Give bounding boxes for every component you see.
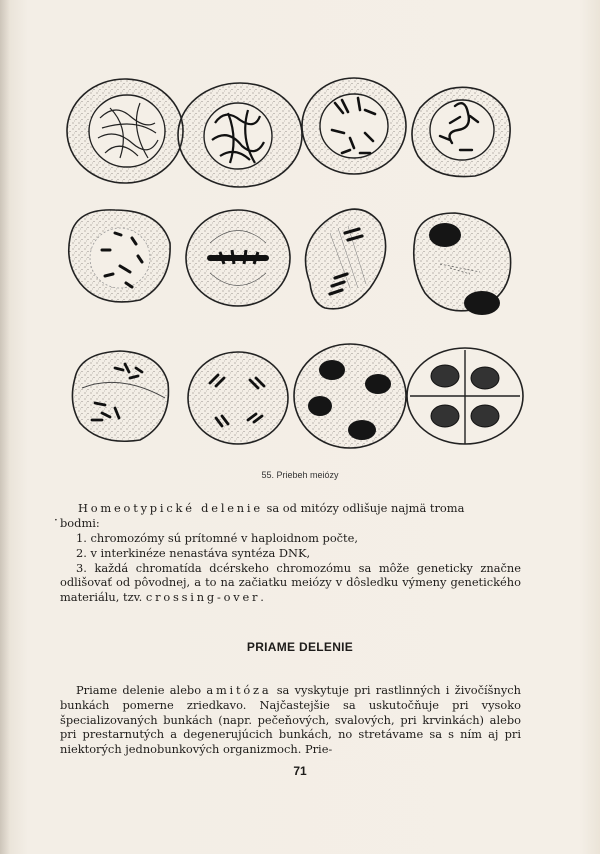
list-item: 3. každá chromatída dcérskeho chromozómu sa môže geneticky značne odlišovať od pôvodnej, a to na začiatku meiózy v dôsledku výmeny genetického materiálu, tzv. crossing-over.	[60, 560, 521, 605]
cell-diakinesis	[69, 210, 170, 302]
cell-zygotene	[178, 83, 302, 187]
cell-anaphase-1	[306, 209, 386, 309]
cell-metaphase-2	[188, 352, 288, 444]
intro-rest: sa od mitózy odlišuje najmä troma	[262, 501, 465, 515]
section-heading: PRIAME DELENIE	[246, 640, 354, 654]
paragraph-amitosis: Priame delenie alebo amitóza sa vyskytuje pri rastlinných i živočíšnych bunkách pomerne zriedkavo. Najčastejšie sa uskutočňuje pri vysoko špecializovaných bunkách (napr. pečeňových, svalových, pri krvinkách) alebo pri prestarnutých a degenerujúcich bunkách, no stretávame sa s ním aj pri niektorých jednobunkových organizmoch. Prie-	[60, 683, 521, 757]
cell-telophase-1	[414, 213, 511, 315]
margin-dot: ·	[54, 513, 58, 527]
list-item: 2. v interkinéze nenastáva syntéza DNK,	[76, 545, 311, 560]
paragraph-homeotypic-intro	[78, 501, 521, 516]
term-crossing-over: crossing-over	[145, 590, 261, 605]
intro-continuation: bodmi:	[60, 516, 100, 530]
meiosis-illustration	[60, 68, 530, 460]
term-homeotypic-division: Homeotypické delenie	[78, 501, 263, 515]
term-amitosis: amitóza	[206, 683, 272, 697]
page-number: 71	[293, 764, 307, 778]
figure-caption: 55. Priebeh meiózy	[261, 470, 339, 480]
differences-list	[60, 531, 521, 605]
cell-anaphase-2	[294, 344, 406, 448]
cell-tetrad	[407, 348, 523, 444]
list-item: 1. chromozómy sú prítomné v haploidnom počte,	[76, 531, 358, 545]
cell-metaphase-1	[186, 210, 290, 306]
cell-leptotene	[67, 79, 183, 183]
cell-interkinesis	[72, 351, 168, 441]
cell-diplotene	[412, 87, 510, 176]
cell-pachytene	[302, 78, 406, 174]
